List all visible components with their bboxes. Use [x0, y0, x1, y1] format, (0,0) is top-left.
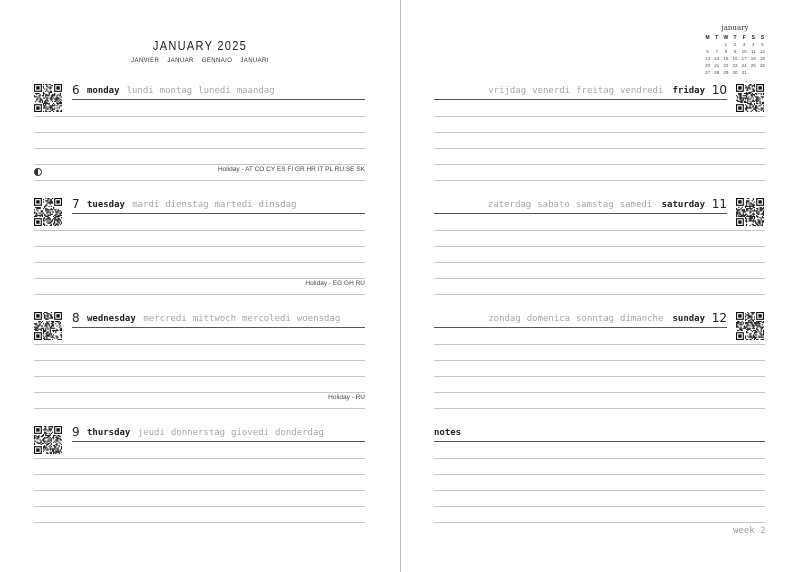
day-translation: mardi	[132, 200, 160, 210]
day-header-line	[72, 441, 365, 442]
writing-line[interactable]	[434, 132, 765, 133]
day-translation: zaterdag	[487, 200, 532, 210]
writing-line[interactable]	[434, 522, 765, 523]
qr-code-icon	[736, 198, 764, 226]
mini-calendar-day[interactable]: 26	[759, 63, 765, 68]
month-title: JANUARY 2025	[152, 38, 248, 53]
mini-calendar-day[interactable]: 7	[715, 49, 718, 54]
day-translations	[488, 200, 658, 210]
day-name: thursday	[87, 428, 131, 438]
mini-calendar-day[interactable]: 13	[705, 56, 711, 61]
mini-calendar-day[interactable]: 19	[759, 56, 765, 61]
day-translation: vendredi	[620, 86, 664, 96]
day-translation: giovedi	[231, 428, 270, 438]
day-number: 12	[711, 311, 727, 325]
day-header-line	[434, 327, 727, 328]
mini-calendar-day[interactable]: 10	[741, 49, 747, 54]
day-header-line	[434, 99, 727, 100]
day-translation: venerdi	[532, 86, 571, 96]
mini-calendar-week	[703, 62, 767, 69]
writing-line[interactable]	[434, 230, 765, 231]
day-name: saturday	[661, 200, 705, 210]
mini-calendar-week	[703, 55, 767, 62]
notes-header-line	[434, 441, 765, 442]
mini-calendar-day[interactable]: 11	[750, 49, 756, 54]
mini-calendar-day[interactable]: 3	[742, 42, 746, 47]
writing-line[interactable]	[434, 262, 765, 263]
day-translation: mercredi	[143, 314, 187, 324]
day-translation: dinsdag	[258, 200, 297, 210]
writing-line[interactable]	[34, 458, 365, 459]
writing-line[interactable]	[34, 408, 365, 409]
mini-calendar-day[interactable]: 20	[705, 63, 711, 68]
day-translations	[132, 200, 302, 210]
writing-line[interactable]	[34, 294, 365, 295]
day-translation: samstag	[575, 200, 614, 210]
holiday-note: Holiday - RU	[328, 394, 365, 401]
mini-calendar-day[interactable]: 28	[714, 70, 720, 75]
day-translation: vrijdag	[488, 86, 527, 96]
day-translation: dienstag	[165, 200, 209, 210]
mini-calendar-grid	[703, 34, 767, 76]
writing-line[interactable]	[434, 490, 765, 491]
writing-line[interactable]	[434, 148, 765, 149]
mini-calendar-day[interactable]: 5	[761, 42, 764, 47]
day-translation: lundi	[126, 86, 154, 96]
day-name: friday	[672, 86, 705, 96]
notes-label: notes	[434, 428, 462, 438]
day-header-line	[72, 99, 365, 100]
day-translation: martedi	[214, 200, 253, 210]
qr-code-icon	[736, 84, 764, 112]
mini-calendar-weekday: S	[751, 34, 755, 41]
mini-calendar-day[interactable]: 2	[733, 42, 737, 47]
mini-calendar-day[interactable]	[749, 69, 758, 76]
day-translation: mercoledi	[242, 314, 291, 324]
month-translations	[100, 58, 300, 64]
writing-line[interactable]	[34, 116, 365, 117]
mini-calendar-day[interactable]: 21	[714, 63, 720, 68]
day-header-line	[72, 213, 365, 214]
day-translation: donnerstag	[170, 428, 226, 438]
day-translation: mittwoch	[192, 314, 237, 324]
mini-calendar-day[interactable]: 17	[741, 56, 747, 61]
writing-line[interactable]	[434, 116, 765, 117]
mini-calendar-day[interactable]: 30	[732, 70, 738, 75]
mini-calendar-day[interactable]	[712, 41, 721, 48]
writing-line[interactable]	[34, 522, 365, 523]
mini-calendar-day[interactable]: 27	[705, 70, 711, 75]
mini-calendar-day[interactable]: 22	[723, 63, 729, 68]
mini-calendar-week	[703, 41, 767, 48]
writing-line[interactable]	[34, 278, 365, 279]
mini-calendar-title: january	[721, 24, 749, 32]
qr-code-icon	[34, 312, 62, 340]
writing-line[interactable]	[34, 148, 365, 149]
day-translations	[488, 314, 669, 324]
qr-code-icon	[34, 426, 62, 454]
mini-calendar-week	[703, 69, 767, 76]
day-translation: domenica	[526, 314, 571, 324]
day-translation: woensdag	[296, 314, 341, 324]
month-lang-de: JANUAR	[167, 58, 194, 64]
day-translation: sabato	[537, 200, 570, 210]
day-translation: maandag	[236, 86, 275, 96]
writing-line[interactable]	[34, 164, 365, 165]
day-translation: freitag	[576, 86, 615, 96]
mini-calendar-day[interactable]: 31	[741, 70, 747, 75]
writing-line[interactable]	[434, 506, 765, 507]
day-translations	[488, 86, 669, 96]
mini-calendar-weekday: M	[705, 34, 710, 41]
day-translation: donderdag	[275, 428, 324, 438]
writing-line[interactable]	[34, 392, 365, 393]
mini-calendar-day[interactable]: 14	[714, 56, 720, 61]
mini-calendar-weekday: S	[760, 34, 765, 41]
mini-calendar-day[interactable]: 9	[733, 49, 737, 54]
writing-line[interactable]	[434, 474, 765, 475]
qr-code-icon	[34, 84, 62, 112]
writing-line[interactable]	[34, 376, 365, 377]
writing-line[interactable]	[434, 180, 765, 181]
mini-calendar-day[interactable]: 25	[750, 63, 756, 68]
mini-calendar-weekday: W	[723, 34, 729, 41]
mini-calendar-day[interactable]	[758, 69, 767, 76]
mini-calendar-weekday: T	[715, 34, 719, 41]
day-number: 10	[711, 83, 727, 97]
writing-line[interactable]	[434, 408, 765, 409]
writing-line[interactable]	[434, 164, 765, 165]
day-name: wednesday	[87, 314, 136, 324]
day-translation: montag	[159, 86, 193, 96]
day-name: monday	[87, 86, 120, 96]
writing-line[interactable]	[434, 458, 765, 459]
holiday-note: Holiday - AT CO CY ES FI GR HR IT PL RU SE SK	[217, 166, 365, 173]
writing-line[interactable]	[34, 262, 365, 263]
mini-calendar-day[interactable]: 16	[732, 56, 738, 61]
mini-calendar-day[interactable]: 1	[724, 42, 728, 47]
day-header-line	[72, 327, 365, 328]
writing-line[interactable]	[434, 376, 765, 377]
mini-calendar-day[interactable]: 12	[759, 49, 765, 54]
writing-line[interactable]	[34, 490, 365, 491]
qr-code-icon	[34, 198, 62, 226]
day-header-line	[434, 213, 727, 214]
writing-line[interactable]	[434, 294, 765, 295]
mini-calendar-weekday: F	[742, 34, 746, 41]
writing-line[interactable]	[34, 132, 365, 133]
writing-line[interactable]	[434, 246, 765, 247]
mini-calendar-day[interactable]: 6	[706, 49, 709, 54]
mini-calendar	[703, 24, 767, 76]
writing-line[interactable]	[34, 474, 365, 475]
writing-line[interactable]	[34, 246, 365, 247]
mini-calendar-day[interactable]: 29	[723, 70, 729, 75]
writing-line[interactable]	[434, 360, 765, 361]
day-translation: jeudi	[137, 428, 165, 438]
day-translation: samedi	[619, 200, 653, 210]
mini-calendar-day[interactable]: 8	[724, 49, 728, 54]
day-name: sunday	[672, 314, 705, 324]
writing-line[interactable]	[34, 180, 365, 181]
week-label: week 2	[733, 526, 766, 536]
month-lang-fr: JANVIER	[131, 58, 160, 64]
day-number: 7	[72, 197, 80, 211]
month-lang-it: GENNAIO	[201, 58, 233, 64]
writing-line[interactable]	[34, 506, 365, 507]
writing-line[interactable]	[434, 392, 765, 393]
mini-calendar-day[interactable]: 23	[732, 63, 738, 68]
mini-calendar-day[interactable]: 18	[750, 56, 756, 61]
day-name: tuesday	[87, 200, 125, 210]
day-translation: sonntag	[576, 314, 615, 324]
day-translations	[127, 86, 281, 96]
day-translation: zondag	[488, 314, 521, 324]
writing-line[interactable]	[34, 344, 365, 345]
mini-calendar-day[interactable]: 4	[752, 42, 755, 47]
day-translation: dimanche	[620, 314, 664, 324]
day-translation: lunedi	[198, 86, 231, 96]
qr-code-icon	[736, 312, 764, 340]
moon-phase-icon	[34, 168, 42, 176]
month-lang-nl: JANUARI	[240, 58, 269, 64]
mini-calendar-day[interactable]: 15	[723, 56, 729, 61]
holiday-note: Holiday - EG GH RU	[305, 280, 365, 287]
mini-calendar-day[interactable]: 24	[741, 63, 747, 68]
day-translations	[143, 314, 346, 324]
day-number: 11	[711, 197, 727, 211]
mini-calendar-day[interactable]	[703, 41, 712, 48]
day-number: 8	[72, 311, 80, 325]
writing-line[interactable]	[34, 360, 365, 361]
day-translations	[138, 428, 330, 438]
writing-line[interactable]	[434, 278, 765, 279]
writing-line[interactable]	[434, 344, 765, 345]
writing-line[interactable]	[34, 230, 365, 231]
mini-calendar-weekday: T	[733, 34, 737, 41]
day-number: 9	[72, 425, 80, 439]
mini-calendar-week	[703, 48, 767, 55]
day-number: 6	[72, 83, 80, 97]
